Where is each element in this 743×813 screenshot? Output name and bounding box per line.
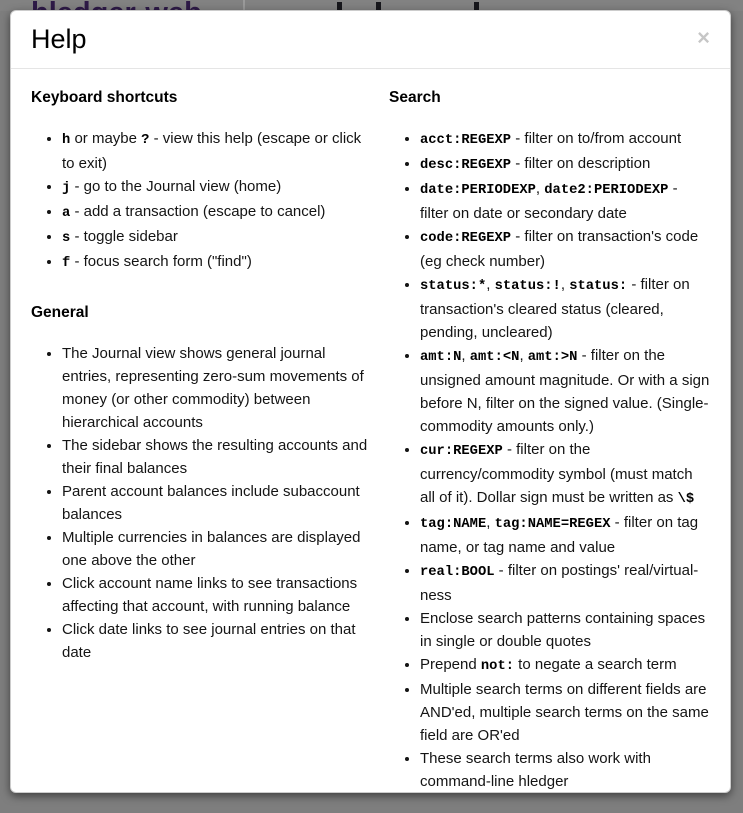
code-term: not: bbox=[480, 658, 515, 674]
help-column-right bbox=[389, 89, 710, 793]
list-item: • Multiple search terms on different fields are AND'ed, multiple search terms on the same field are OR'ed bbox=[420, 678, 710, 747]
code-term: amt:>N bbox=[527, 349, 578, 365]
list-item: • Parent account balances include subaccount balances bbox=[62, 480, 377, 526]
list-item: • Click date links to see journal entries on that date bbox=[62, 618, 377, 664]
code-term: status:* bbox=[420, 278, 487, 294]
list-item: • h or maybe ? - view this help (escape or click to exit) bbox=[62, 127, 377, 175]
code-term: s bbox=[62, 230, 71, 246]
list-item: • Enclose search patterns containing spaces in single or double quotes bbox=[420, 607, 710, 653]
bullet-list bbox=[31, 127, 377, 275]
code-term: acct:REGEXP bbox=[420, 132, 512, 148]
section-heading: Search bbox=[389, 89, 441, 107]
list-item: • tag:NAME, tag:NAME=REGEX - filter on tag name, or tag name and value bbox=[420, 511, 710, 559]
modal-body bbox=[11, 69, 730, 813]
code-term: date2:PERIODEXP bbox=[544, 182, 669, 198]
code-term: status:! bbox=[494, 278, 561, 294]
list-item: • real:BOOL - filter on postings' real/virtual-ness bbox=[420, 559, 710, 607]
code-term: code:REGEXP bbox=[420, 230, 512, 246]
list-item: • status:*, status:!, status: - filter on transaction's cleared status (cleared, pending, uncleared) bbox=[420, 273, 710, 344]
code-term: j bbox=[62, 180, 71, 196]
code-term: desc:REGEXP bbox=[420, 157, 512, 173]
code-term: tag:NAME bbox=[420, 516, 487, 532]
list-item: • date:PERIODEXP, date2:PERIODEXP - filter on date or secondary date bbox=[420, 177, 710, 225]
list-item: • code:REGEXP - filter on transaction's code (eg check number) bbox=[420, 225, 710, 273]
list-item: • desc:REGEXP - filter on description bbox=[420, 152, 710, 177]
code-term: ? bbox=[141, 132, 150, 148]
list-item: • f - focus search form ("find") bbox=[62, 250, 377, 275]
code-term: date:PERIODEXP bbox=[420, 182, 536, 198]
list-item: • These search terms also work with command-line hledger bbox=[420, 747, 710, 793]
code-term: status: bbox=[569, 278, 628, 294]
code-term: f bbox=[62, 255, 71, 271]
bullet-list bbox=[31, 342, 377, 664]
code-term: h bbox=[62, 132, 71, 148]
code-term: tag:NAME=REGEX bbox=[494, 516, 611, 532]
modal-header bbox=[11, 11, 730, 69]
list-item: • a - add a transaction (escape to cancel) bbox=[62, 200, 377, 225]
list-item: • s - toggle sidebar bbox=[62, 225, 377, 250]
code-term: a bbox=[62, 205, 71, 221]
modal-title: Help bbox=[31, 24, 87, 54]
section-heading: Keyboard shortcuts bbox=[31, 89, 178, 107]
list-item: • Multiple currencies in balances are displayed one above the other bbox=[62, 526, 377, 572]
close-icon[interactable]: × bbox=[697, 25, 710, 50]
list-item: • The Journal view shows general journal entries, representing zero-sum movements of money (or other commodity) between hierarchical accounts bbox=[62, 342, 377, 434]
code-term: amt:N bbox=[420, 349, 462, 365]
list-item: • cur:REGEXP - filter on the currency/commodity symbol (must match all of it). Dollar sign must be written as \$ bbox=[420, 438, 710, 511]
list-item: • Prepend not: to negate a search term bbox=[420, 653, 710, 678]
help-modal bbox=[10, 10, 731, 793]
list-item: • Click account name links to see transactions affecting that account, with running balance bbox=[62, 572, 377, 618]
code-term: amt:<N bbox=[469, 349, 520, 365]
code-term: \$ bbox=[677, 491, 695, 507]
help-column-left bbox=[31, 89, 377, 793]
list-item: • The sidebar shows the resulting accounts and their final balances bbox=[62, 434, 377, 480]
section-heading: General bbox=[31, 303, 89, 321]
code-term: real:BOOL bbox=[420, 564, 495, 580]
list-item: • amt:N, amt:<N, amt:>N - filter on the unsigned amount magnitude. Or with a sign before N, filter on the signed value. (Single-commodity amounts only.) bbox=[420, 344, 710, 438]
list-item: • j - go to the Journal view (home) bbox=[62, 175, 377, 200]
bullet-list bbox=[389, 127, 710, 793]
code-term: cur:REGEXP bbox=[420, 443, 503, 459]
list-item: • acct:REGEXP - filter on to/from account bbox=[420, 127, 710, 152]
